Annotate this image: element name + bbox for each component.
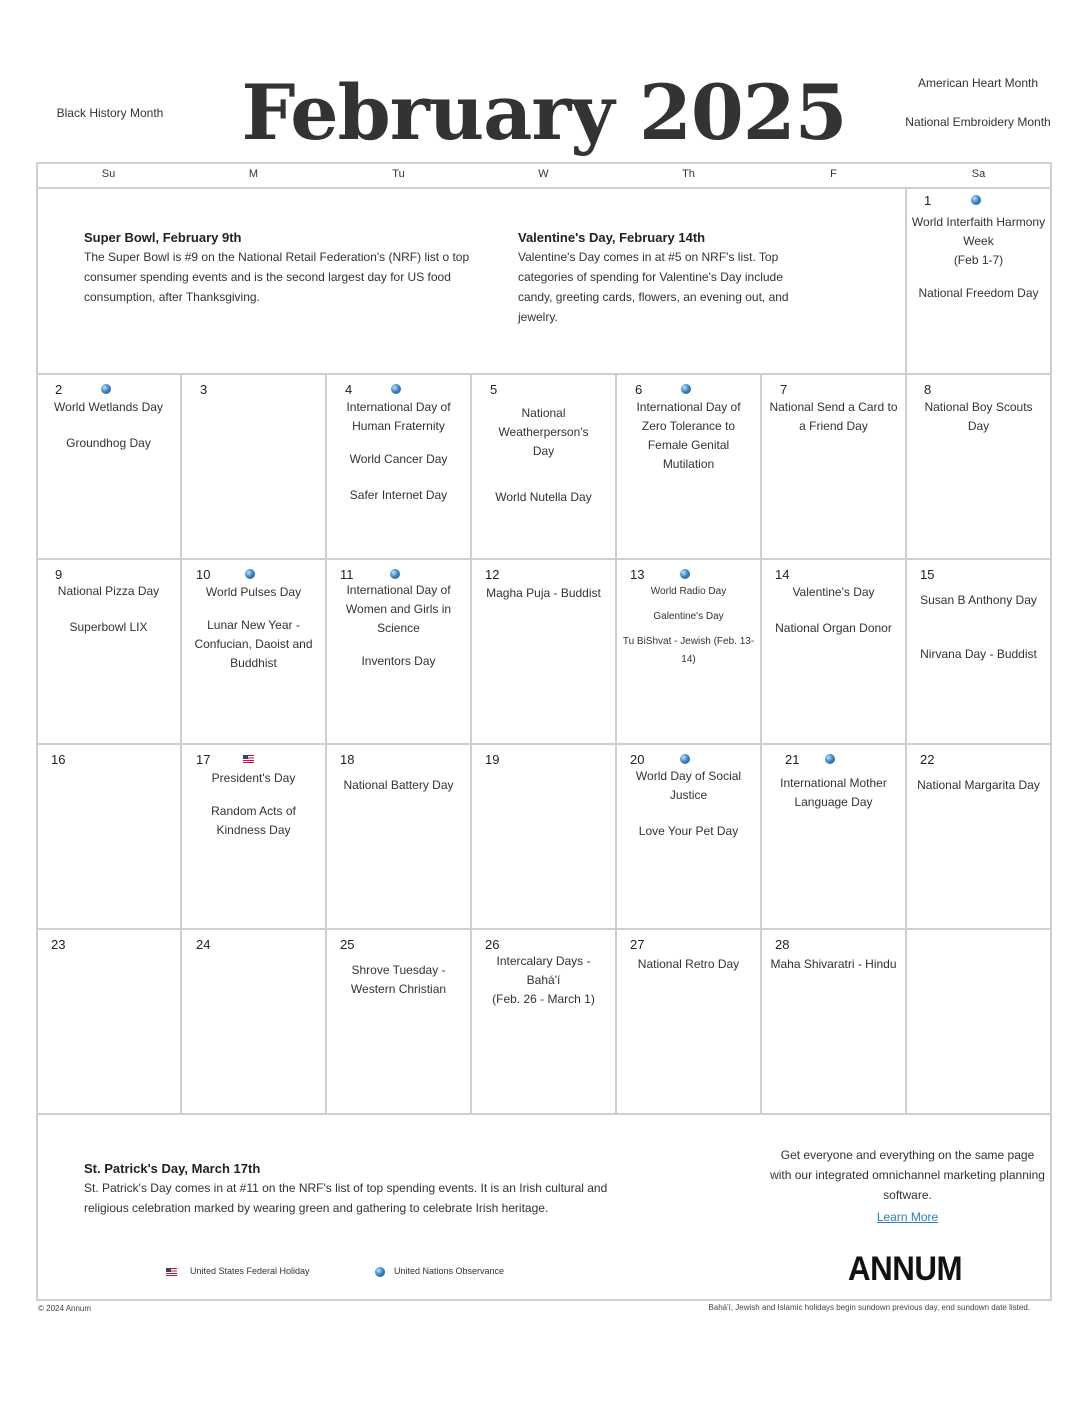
day-events xyxy=(761,774,906,812)
day-events xyxy=(471,584,616,603)
event: National Organ Donor xyxy=(775,621,892,635)
event: (Feb. 26 - March 1) xyxy=(492,992,595,1006)
day-cell-14[interactable] xyxy=(761,559,906,744)
day-cell-12[interactable] xyxy=(471,559,616,744)
day-number: 4 xyxy=(345,382,353,397)
day-events xyxy=(181,769,326,840)
globe-icon xyxy=(390,569,400,579)
day-number: 25 xyxy=(340,937,355,952)
event: World Pulses Day xyxy=(205,585,302,599)
day-number: 26 xyxy=(485,937,500,952)
event: Groundhog Day xyxy=(66,436,151,450)
day-events xyxy=(906,776,1051,795)
event: International Day of Women and Girls in Science xyxy=(345,583,452,635)
observance-national-embroidery-month: National Embroidery Month xyxy=(905,115,1051,129)
day-number: 21 xyxy=(785,752,800,767)
day-number: 2 xyxy=(55,382,63,397)
weekday-header-m: M xyxy=(248,168,259,180)
event: Love Your Pet Day xyxy=(638,824,739,838)
weekday-header-w: W xyxy=(538,168,549,180)
day-cell-17[interactable] xyxy=(181,744,326,929)
day-events xyxy=(326,776,471,795)
weekday-header-th: Th xyxy=(682,168,695,180)
day-cell-4[interactable] xyxy=(326,374,471,559)
day-events xyxy=(616,583,761,669)
event: President's Day xyxy=(211,771,296,785)
day-events xyxy=(326,398,471,505)
event: (Feb 1-7) xyxy=(953,253,1004,267)
event: National Weatherperson's Day xyxy=(498,406,589,458)
weekday-header-sa: Sa xyxy=(971,168,986,180)
weekday-header-f: F xyxy=(830,168,837,180)
legend-un-observance: United Nations Observance xyxy=(394,1266,505,1276)
day-cell-21[interactable] xyxy=(761,744,906,929)
day-events xyxy=(616,955,761,974)
day-cell-11[interactable] xyxy=(326,559,471,744)
promo-title: Super Bowl, February 9th xyxy=(84,230,242,245)
promo-body: The Super Bowl is #9 on the National Retail Federation's (NRF) list o top consumer spending events and is the second largest day for US food consumption, after Thanksgiving. xyxy=(84,250,470,304)
weekday-header-tu: Tu xyxy=(392,168,405,180)
day-events xyxy=(471,952,616,1009)
globe-icon xyxy=(680,754,690,764)
day-cell-1[interactable] xyxy=(906,189,1051,374)
event: Susan B Anthony Day xyxy=(920,593,1037,607)
day-events xyxy=(616,767,761,841)
promo-body: St. Patrick's Day comes in at #11 on the NRF's list of top spending events. It is an Irish cultural and religious celebration marked by wearing green and gathering to celebrate Irish heritage. xyxy=(84,1181,608,1215)
event: International Mother Language Day xyxy=(780,776,887,809)
globe-icon xyxy=(375,1267,385,1277)
day-number: 11 xyxy=(340,567,354,582)
day-number: 20 xyxy=(630,752,645,767)
day-number: 15 xyxy=(920,567,935,582)
footer-note: Bahá'í, Jewish and Islamic holidays begin sundown previous day, end sundown date listed. xyxy=(708,1303,1030,1312)
day-number: 28 xyxy=(775,937,790,952)
day-number: 24 xyxy=(196,937,211,952)
event: Shrove Tuesday - Western Christian xyxy=(350,963,447,996)
globe-icon xyxy=(681,384,691,394)
day-cell-24[interactable] xyxy=(181,929,326,1114)
day-number: 23 xyxy=(51,937,66,952)
day-cell-2[interactable] xyxy=(36,374,181,559)
day-events xyxy=(36,398,181,453)
event: National Pizza Day xyxy=(57,584,160,598)
grid-line xyxy=(36,187,1052,189)
globe-icon xyxy=(391,384,401,394)
weekday-header-su: Su xyxy=(101,168,116,180)
event: World Nutella Day xyxy=(495,490,592,504)
globe-icon xyxy=(680,569,690,579)
promo-super-bowl xyxy=(84,230,476,307)
event: International Day of Human Fraternity xyxy=(346,400,451,433)
day-events xyxy=(181,583,326,673)
event: Intercalary Days - Bahá'í xyxy=(496,954,591,987)
day-events xyxy=(326,581,471,671)
event: National Battery Day xyxy=(343,778,454,792)
day-events xyxy=(761,583,906,638)
day-events xyxy=(326,961,471,999)
day-number: 17 xyxy=(196,752,211,767)
day-cell-26[interactable] xyxy=(471,929,616,1114)
day-cell-10[interactable] xyxy=(181,559,326,744)
day-cell-23[interactable] xyxy=(36,929,181,1114)
day-cell-8[interactable] xyxy=(906,374,1051,559)
day-events xyxy=(36,582,181,637)
day-number: 8 xyxy=(924,382,932,397)
day-events xyxy=(761,398,906,436)
observance-american-heart-month: American Heart Month xyxy=(917,76,1039,90)
day-number: 7 xyxy=(780,382,788,397)
day-events xyxy=(906,213,1051,303)
day-cell-13[interactable] xyxy=(616,559,761,744)
us-flag-icon xyxy=(166,1268,177,1276)
event: Random Acts of Kindness Day xyxy=(211,804,296,837)
day-cell-28[interactable] xyxy=(761,929,906,1114)
day-cell-19[interactable] xyxy=(471,744,616,929)
event: Lunar New Year - Confucian, Daoist and Buddhist xyxy=(194,618,313,670)
day-cell-20[interactable] xyxy=(616,744,761,929)
event: International Day of Zero Tolerance to Female Genital Mutilation xyxy=(636,400,741,471)
day-events xyxy=(616,398,761,474)
event: Maha Shivaratri - Hindu xyxy=(770,957,897,971)
day-cell-15[interactable] xyxy=(906,559,1051,744)
event: World Day of Social Justice xyxy=(635,769,742,802)
event: National Send a Card to a Friend Day xyxy=(769,400,898,433)
day-number: 27 xyxy=(630,937,645,952)
day-number: 6 xyxy=(635,382,643,397)
day-number: 22 xyxy=(920,752,935,767)
day-number: 10 xyxy=(196,567,211,582)
day-events xyxy=(906,398,1051,436)
day-cell-22[interactable] xyxy=(906,744,1051,929)
day-cell-6[interactable] xyxy=(616,374,761,559)
day-cell-18[interactable] xyxy=(326,744,471,929)
day-number: 5 xyxy=(490,382,498,397)
day-cell-5[interactable] xyxy=(471,374,616,559)
event: World Radio Day xyxy=(650,586,727,597)
event: Inventors Day xyxy=(361,654,436,668)
event: National Boy Scouts Day xyxy=(924,400,1033,433)
cta-text: Get everyone and everything on the same page with our integrated omnichannel marketing planning software. xyxy=(770,1148,1045,1202)
event: Superbowl LIX xyxy=(69,620,148,634)
day-number: 1 xyxy=(924,193,932,208)
day-number: 14 xyxy=(775,567,790,582)
day-number: 9 xyxy=(55,567,63,582)
event: World Wetlands Day xyxy=(54,400,163,414)
promo-body: Valentine's Day comes in at #5 on NRF's list. Top categories of spending for Valentine's Day include candy, greeting cards, flowers, an evening out, and jewelry. xyxy=(518,250,789,324)
day-cell-3[interactable] xyxy=(181,374,326,559)
observance-black-history-month: Black History Month xyxy=(56,106,164,120)
globe-icon xyxy=(971,195,981,205)
page-title: February 2025 xyxy=(241,68,847,157)
event: World Cancer Day xyxy=(349,452,448,466)
globe-icon xyxy=(245,569,255,579)
day-number: 13 xyxy=(630,567,645,582)
promo-title: Valentine's Day, February 14th xyxy=(518,230,706,245)
day-number: 12 xyxy=(485,567,500,582)
day-number: 16 xyxy=(51,752,66,767)
day-cell-27[interactable] xyxy=(616,929,761,1114)
event: Tu BiShvat - Jewish (Feb. 13-14) xyxy=(622,636,755,665)
day-number: 3 xyxy=(200,382,208,397)
annum-logo[interactable]: ANNUM xyxy=(848,1250,963,1288)
day-cell-25[interactable] xyxy=(326,929,471,1114)
day-events xyxy=(906,591,1051,664)
day-number: 18 xyxy=(340,752,355,767)
event: Galentine's Day xyxy=(653,611,724,622)
event: Safer Internet Day xyxy=(349,488,448,502)
legend-us-holiday: United States Federal Holiday xyxy=(190,1266,310,1276)
event: National Margarita Day xyxy=(917,778,1040,792)
promo-title: St. Patrick's Day, March 17th xyxy=(84,1161,261,1176)
copyright: © 2024 Annum xyxy=(38,1304,92,1313)
day-events xyxy=(471,404,616,507)
day-cell-16[interactable] xyxy=(36,744,181,929)
event: Valentine's Day xyxy=(792,585,875,599)
event: National Freedom Day xyxy=(918,286,1039,300)
day-cell-9[interactable] xyxy=(36,559,181,744)
event: Nirvana Day - Buddist xyxy=(920,647,1037,661)
day-cell-7[interactable] xyxy=(761,374,906,559)
event: World Interfaith Harmony Week xyxy=(911,215,1046,248)
globe-icon xyxy=(101,384,111,394)
day-events xyxy=(761,955,906,974)
us-flag-icon xyxy=(243,755,254,763)
event: National Retro Day xyxy=(637,957,740,971)
promo-st-patricks xyxy=(84,1161,654,1218)
globe-icon xyxy=(825,754,835,764)
learn-more-link[interactable]: Learn More xyxy=(876,1210,939,1224)
promo-valentines xyxy=(518,230,808,327)
day-number: 19 xyxy=(485,752,500,767)
event: Magha Puja - Buddist xyxy=(486,586,601,600)
